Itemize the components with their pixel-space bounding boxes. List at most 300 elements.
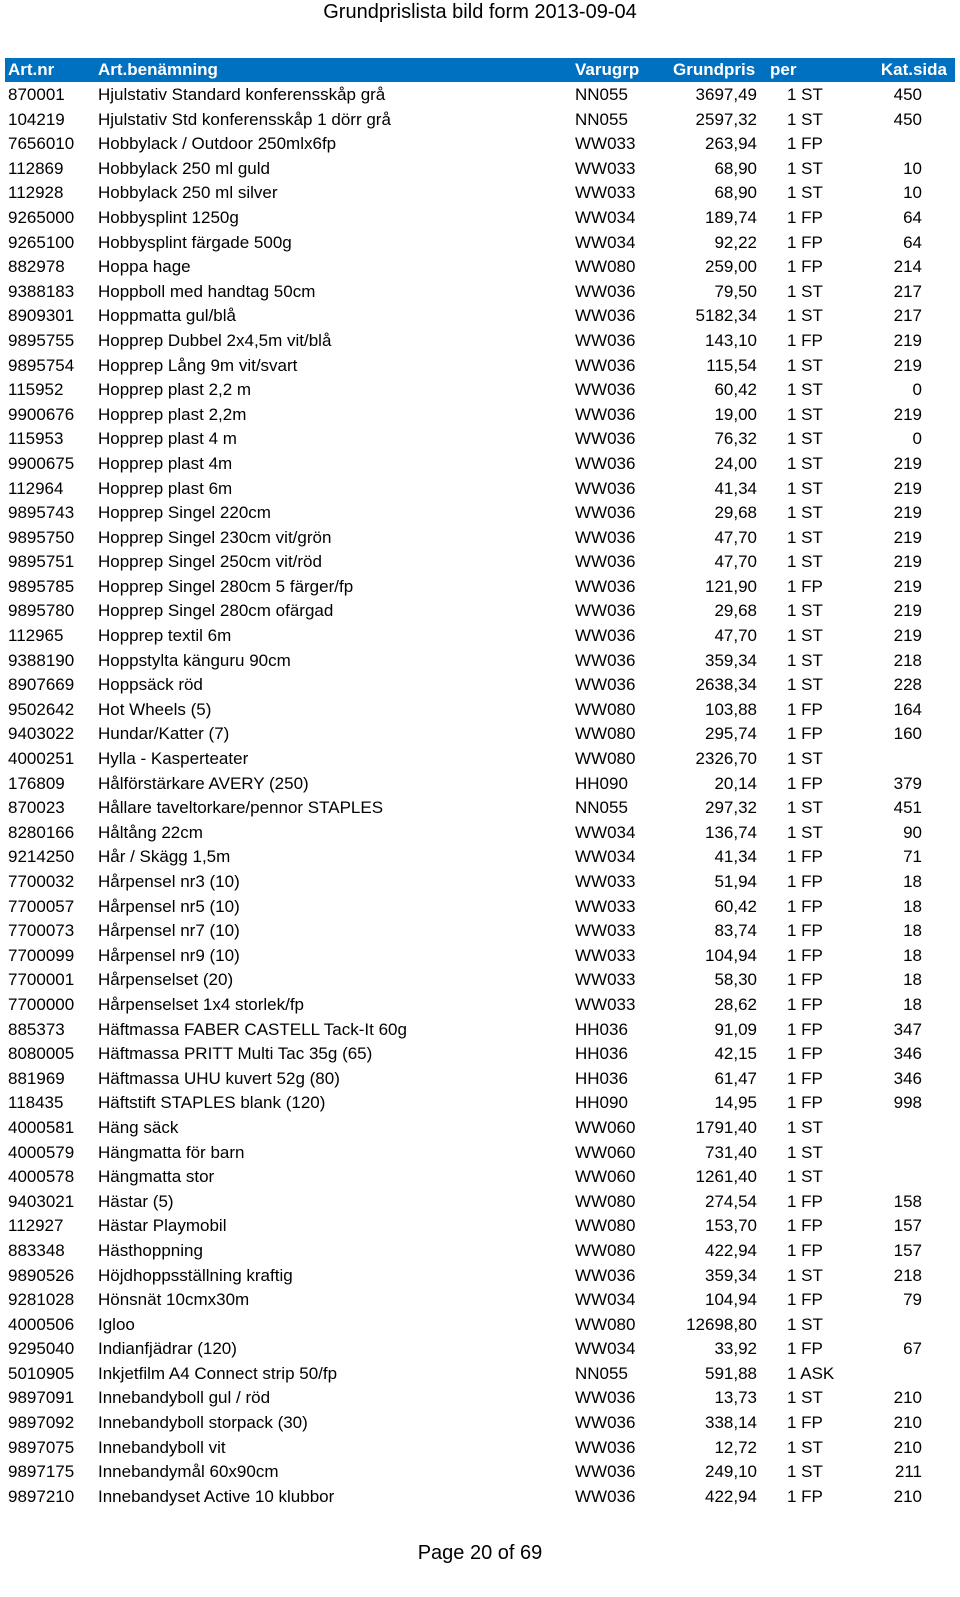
table-row [5,1042,955,1067]
cell-varugrp: WW036 [575,626,636,646]
cell-per: 1 FP [787,1413,823,1433]
cell-per: 1 FP [787,1044,823,1064]
price-table [5,83,955,1509]
cell-varugrp: WW080 [575,257,636,277]
cell-grundpris: 259,00 [705,257,757,277]
cell-grundpris: 5182,34 [695,306,757,326]
cell-grundpris: 263,94 [705,134,757,154]
cell-per: 1 ST [787,1117,823,1137]
cell-per: 1 FP [787,576,823,596]
cell-kat-sida: 157 [893,1216,922,1236]
cell-benamning: Hästar (5) [98,1191,174,1211]
cell-kat-sida: 214 [893,257,922,277]
page-footer: Page 20 of 69 [417,1542,543,1564]
cell-varugrp: NN055 [575,109,628,129]
table-row [5,870,955,895]
cell-per: 1 FP [787,1019,823,1039]
cell-grundpris: 249,10 [705,1462,757,1482]
table-row [5,673,955,698]
table-row [5,722,955,747]
cell-kat-sida: 18 [903,872,922,891]
table-row [5,1239,955,1264]
cell-benamning: Hobbysplint färgade 500g [98,232,292,252]
cell-grundpris: 92,22 [714,232,757,252]
cell-art-nr: 7700073 [8,921,75,941]
table-row [5,599,955,624]
cell-art-nr: 8280166 [8,822,75,842]
cell-art-nr: 115953 [8,429,64,449]
cell-per: 1 ASK [787,1363,835,1383]
cell-per: 1 ST [787,675,823,695]
cell-benamning: Hönsnät 10cmx30m [98,1290,250,1310]
cell-art-nr: 7700057 [8,896,75,916]
cell-art-nr: 9897075 [8,1437,75,1457]
cell-varugrp: WW036 [575,527,636,547]
cell-art-nr: 7700032 [8,872,75,891]
cell-varugrp: WW036 [575,675,636,695]
cell-benamning: Hopprep Singel 250cm vit/röd [98,552,322,572]
cell-grundpris: 42,15 [714,1044,757,1064]
cell-varugrp: WW036 [575,1437,636,1457]
cell-per: 1 ST [787,552,823,572]
table-row [5,772,955,797]
cell-grundpris: 189,74 [705,207,757,227]
cell-varugrp: WW036 [575,330,636,350]
cell-varugrp: WW033 [575,183,636,203]
cell-benamning: Hängmatta för barn [98,1142,245,1162]
cell-grundpris: 68,90 [714,183,757,203]
table-row [5,1362,955,1387]
cell-benamning: Innebandyset Active 10 klubbor [98,1486,335,1506]
cell-varugrp: WW036 [575,650,636,670]
cell-grundpris: 29,68 [714,503,757,523]
cell-per: 1 FP [787,1290,823,1310]
cell-grundpris: 76,32 [714,429,757,449]
cell-grundpris: 136,74 [705,822,757,842]
cell-per: 1 ST [787,183,823,203]
cell-kat-sida: 219 [893,404,922,424]
cell-art-nr: 9897091 [8,1388,75,1408]
cell-kat-sida: 71 [903,847,922,867]
cell-grundpris: 13,73 [714,1388,757,1408]
cell-kat-sida: 219 [893,503,922,523]
cell-kat-sida: 10 [903,158,922,178]
table-row [5,329,955,354]
cell-art-nr: 4000506 [8,1314,75,1334]
cell-grundpris: 60,42 [714,896,757,916]
cell-benamning: Hopprep plast 2,2 m [98,380,252,400]
cell-art-nr: 7656010 [8,134,75,154]
cell-varugrp: WW033 [575,921,636,941]
table-row [5,1165,955,1190]
cell-per: 1 FP [787,847,823,867]
cell-per: 1 FP [787,257,823,277]
cell-kat-sida: 217 [893,281,922,301]
cell-per: 1 ST [787,527,823,547]
cell-art-nr: 5010905 [8,1363,75,1383]
cell-grundpris: 60,42 [714,380,757,400]
cell-grundpris: 115,54 [706,355,757,375]
cell-benamning: Hållare taveltorkare/pennor STAPLES [98,798,384,818]
cell-varugrp: WW033 [575,134,636,154]
cell-art-nr: 9890526 [8,1265,75,1285]
cell-art-nr: 9895780 [8,601,75,621]
cell-benamning: Häftmassa UHU kuvert 52g (80) [98,1068,340,1088]
cell-kat-sida: 164 [893,699,922,719]
cell-benamning: Häftstift STAPLES blank (120) [98,1093,326,1113]
cell-art-nr: 4000578 [8,1167,75,1187]
table-row [5,1313,955,1338]
cell-kat-sida: 67 [903,1339,922,1359]
cell-kat-sida: 218 [893,650,922,670]
cell-art-nr: 7700001 [8,970,75,990]
cell-kat-sida: 157 [893,1240,922,1260]
cell-varugrp: WW080 [575,699,636,719]
cell-per: 1 FP [787,970,823,990]
cell-per: 1 FP [787,1339,823,1359]
cell-kat-sida: 219 [893,576,922,596]
header-kat-sida: Kat.sida [880,60,947,79]
cell-varugrp: WW036 [575,503,636,523]
table-row [5,698,955,723]
cell-art-nr: 9295040 [8,1339,75,1359]
table-row [5,624,955,649]
cell-kat-sida: 346 [893,1068,922,1088]
cell-grundpris: 2597,32 [695,109,757,129]
cell-benamning: Hästar Playmobil [98,1216,227,1236]
cell-kat-sida: 210 [893,1486,922,1506]
table-row [5,1386,955,1411]
cell-art-nr: 9895755 [8,330,75,350]
cell-benamning: Hobbysplint 1250g [98,207,239,227]
table-row [5,403,955,428]
cell-benamning: Hårpensel nr5 (10) [98,896,240,916]
cell-per: 1 FP [787,921,823,941]
cell-art-nr: 9897175 [8,1462,75,1482]
cell-benamning: Innebandyboll storpack (30) [98,1413,308,1433]
cell-benamning: Hoppstylta känguru 90cm [98,650,291,670]
cell-benamning: Hobbylack 250 ml guld [98,158,270,178]
cell-art-nr: 4000581 [8,1117,75,1137]
cell-benamning: Innebandymål 60x90cm [98,1462,279,1482]
cell-per: 1 ST [787,380,823,400]
cell-art-nr: 4000251 [8,749,75,769]
cell-benamning: Hoppa hage [98,257,191,277]
cell-grundpris: 422,94 [705,1486,757,1506]
cell-grundpris: 33,92 [714,1339,757,1359]
cell-grundpris: 591,88 [705,1363,757,1383]
cell-kat-sida: 64 [903,232,922,252]
cell-kat-sida: 451 [893,798,922,818]
table-row [5,1460,955,1485]
cell-grundpris: 1791,40 [695,1117,757,1137]
cell-grundpris: 297,32 [705,798,757,818]
cell-grundpris: 58,30 [714,970,757,990]
cell-per: 1 ST [787,1167,823,1187]
table-row [5,944,955,969]
cell-kat-sida: 219 [893,330,922,350]
cell-art-nr: 881969 [8,1068,65,1088]
cell-grundpris: 1261,40 [695,1167,757,1187]
cell-per: 1 ST [787,478,823,498]
table-row [5,1264,955,1289]
cell-kat-sida: 18 [903,970,922,990]
cell-per: 1 ST [787,429,823,449]
cell-kat-sida: 64 [903,207,922,227]
cell-grundpris: 41,34 [714,847,757,867]
table-row [5,1141,955,1166]
cell-per: 1 FP [787,872,823,891]
cell-per: 1 FP [787,945,823,965]
cell-benamning: Hot Wheels (5) [98,699,212,719]
cell-art-nr: 8080005 [8,1044,75,1064]
cell-varugrp: WW060 [575,1167,636,1187]
cell-kat-sida: 218 [893,1265,922,1285]
table-row [5,821,955,846]
table-row [5,993,955,1018]
header-art-nr: Art.nr [8,60,55,79]
cell-kat-sida: 217 [893,306,922,326]
cell-benamning: Häng säck [98,1117,179,1137]
cell-benamning: Hobbylack / Outdoor 250mlx6fp [98,134,337,154]
table-row [5,550,955,575]
cell-art-nr: 9214250 [8,847,75,867]
cell-art-nr: 9403021 [8,1191,75,1211]
cell-per: 1 FP [787,896,823,916]
cell-art-nr: 8907669 [8,675,75,695]
cell-varugrp: WW036 [575,552,636,572]
table-row [5,280,955,305]
cell-per: 1 ST [787,626,823,646]
table-row [5,895,955,920]
cell-per: 1 ST [787,1437,823,1457]
cell-varugrp: WW080 [575,749,636,769]
cell-art-nr: 885373 [8,1019,65,1039]
cell-art-nr: 104219 [8,109,65,129]
cell-grundpris: 121,90 [705,576,757,596]
cell-art-nr: 870001 [8,85,65,104]
cell-benamning: Hylla - Kasperteater [98,749,249,769]
cell-kat-sida: 210 [893,1388,922,1408]
cell-varugrp: WW033 [575,896,636,916]
cell-varugrp: WW080 [575,1314,636,1334]
cell-per: 1 FP [787,1240,823,1260]
cell-art-nr: 9897092 [8,1413,75,1433]
cell-kat-sida: 219 [893,527,922,547]
cell-art-nr: 7700000 [8,994,75,1014]
cell-per: 1 FP [787,1093,823,1113]
cell-grundpris: 68,90 [714,158,757,178]
cell-benamning: Hoppsäck röd [98,675,203,695]
cell-grundpris: 12698,80 [686,1314,757,1334]
cell-grundpris: 47,70 [714,527,757,547]
cell-per: 1 ST [787,158,823,178]
cell-kat-sida: 158 [893,1191,922,1211]
cell-varugrp: WW033 [575,158,636,178]
cell-varugrp: HH036 [575,1019,628,1039]
cell-kat-sida: 219 [893,601,922,621]
cell-benamning: Höjdhoppsställning kraftig [98,1265,293,1285]
cell-kat-sida: 18 [903,994,922,1014]
cell-grundpris: 19,00 [714,404,757,424]
table-row [5,157,955,182]
cell-art-nr: 112964 [8,478,64,498]
cell-varugrp: WW060 [575,1142,636,1162]
cell-kat-sida: 998 [893,1093,922,1113]
cell-varugrp: WW033 [575,970,636,990]
cell-art-nr: 9895750 [8,527,75,547]
cell-kat-sida: 347 [893,1019,922,1039]
cell-art-nr: 176809 [8,773,65,793]
cell-grundpris: 83,74 [714,921,757,941]
cell-benamning: Häftmassa PRITT Multi Tac 35g (65) [98,1044,373,1064]
cell-kat-sida: 211 [894,1462,922,1482]
cell-benamning: Hängmatta stor [98,1167,215,1187]
cell-per: 1 ST [787,822,823,842]
cell-benamning: Hopprep plast 2,2m [98,404,247,424]
cell-benamning: Hopprep textil 6m [98,626,232,646]
cell-benamning: Hopprep Lång 9m vit/svart [98,355,298,375]
cell-per: 1 ST [787,453,823,473]
cell-art-nr: 9895743 [8,503,75,523]
table-row [5,206,955,231]
header-varugrp: Varugrp [575,60,640,79]
cell-benamning: Inkjetfilm A4 Connect strip 50/fp [98,1363,338,1383]
cell-per: 1 ST [787,1462,823,1482]
cell-benamning: Hårpenselset 1x4 storlek/fp [98,994,304,1014]
cell-kat-sida: 219 [893,626,922,646]
cell-kat-sida: 346 [893,1044,922,1064]
header-grundpris: Grundpris [673,60,756,79]
table-row [5,1091,955,1116]
cell-varugrp: WW034 [575,847,636,867]
cell-per: 1 FP [787,1216,823,1236]
cell-grundpris: 143,10 [705,330,757,350]
cell-benamning: Igloo [98,1314,135,1334]
page-title: Grundprislista bild form 2013-09-04 [323,1,637,23]
table-row [5,526,955,551]
cell-benamning: Hundar/Katter (7) [98,724,230,744]
cell-benamning: Hopprep Singel 280cm ofärgad [98,601,334,621]
cell-kat-sida: 450 [893,109,922,129]
cell-grundpris: 3697,49 [695,85,757,104]
cell-per: 1 FP [787,232,823,252]
cell-per: 1 FP [787,1191,823,1211]
cell-per: 1 FP [787,994,823,1014]
cell-art-nr: 870023 [8,798,65,818]
cell-kat-sida: 0 [912,380,922,400]
cell-per: 1 ST [787,1265,823,1285]
cell-grundpris: 274,54 [705,1191,757,1211]
cell-kat-sida: 90 [903,822,922,842]
cell-benamning: Hålförstärkare AVERY (250) [98,773,309,793]
cell-varugrp: HH036 [575,1068,628,1088]
cell-grundpris: 61,47 [714,1068,757,1088]
cell-grundpris: 12,72 [714,1437,757,1457]
cell-grundpris: 104,94 [705,945,757,965]
cell-per: 1 ST [787,1142,823,1162]
cell-grundpris: 24,00 [714,453,757,473]
cell-benamning: Häftmassa FABER CASTELL Tack-It 60g [98,1019,407,1039]
cell-kat-sida: 160 [893,724,922,744]
cell-kat-sida: 219 [893,453,922,473]
table-row [5,919,955,944]
cell-art-nr: 9403022 [8,724,75,744]
cell-grundpris: 47,70 [714,552,757,572]
cell-art-nr: 9897210 [8,1486,75,1506]
cell-art-nr: 4000579 [8,1142,75,1162]
cell-art-nr: 112869 [8,158,64,178]
cell-varugrp: WW060 [575,1117,636,1137]
cell-varugrp: WW036 [575,429,636,449]
cell-benamning: Hjulstativ Standard konferensskåp grå [98,85,386,104]
cell-art-nr: 9895751 [8,552,75,572]
cell-varugrp: WW080 [575,1240,636,1260]
cell-art-nr: 9900676 [8,404,75,424]
cell-varugrp: WW034 [575,232,636,252]
cell-varugrp: WW036 [575,601,636,621]
table-row [5,108,955,133]
cell-grundpris: 28,62 [714,994,757,1014]
cell-varugrp: NN055 [575,798,628,818]
table-row [5,132,955,157]
cell-benamning: Hoppmatta gul/blå [98,306,236,326]
cell-varugrp: WW036 [575,1462,636,1482]
cell-art-nr: 115952 [8,380,64,400]
table-row [5,1116,955,1141]
cell-art-nr: 9895754 [8,355,75,375]
cell-benamning: Hårpensel nr9 (10) [98,945,240,965]
cell-grundpris: 20,14 [714,773,757,793]
table-row [5,1018,955,1043]
header-benamning: Art.benämning [98,60,218,79]
cell-varugrp: WW080 [575,1216,636,1236]
cell-varugrp: WW036 [575,576,636,596]
cell-benamning: Hopprep Singel 220cm [98,503,271,523]
cell-benamning: Hoppboll med handtag 50cm [98,281,316,301]
cell-grundpris: 14,95 [714,1093,757,1113]
cell-art-nr: 9502642 [8,699,75,719]
cell-benamning: Hårpensel nr3 (10) [98,872,240,891]
cell-art-nr: 9388190 [8,650,75,670]
cell-per: 1 FP [787,1486,823,1506]
cell-kat-sida: 379 [893,773,922,793]
cell-varugrp: WW036 [575,1413,636,1433]
cell-varugrp: NN055 [575,85,628,104]
table-row [5,427,955,452]
cell-art-nr: 112928 [8,183,64,203]
cell-kat-sida: 219 [893,478,922,498]
cell-varugrp: WW034 [575,1339,636,1359]
cell-varugrp: WW034 [575,207,636,227]
table-header [5,58,955,82]
cell-varugrp: WW036 [575,281,636,301]
table-row [5,845,955,870]
cell-kat-sida: 10 [903,183,922,203]
cell-benamning: Hopprep plast 4m [98,453,233,473]
table-row [5,1067,955,1092]
cell-per: 1 ST [787,601,823,621]
table-row [5,378,955,403]
cell-per: 1 ST [787,749,823,769]
cell-per: 1 ST [787,798,823,818]
cell-grundpris: 153,70 [705,1216,757,1236]
cell-grundpris: 41,34 [714,478,757,498]
table-row [5,1190,955,1215]
cell-per: 1 FP [787,1068,823,1088]
cell-grundpris: 47,70 [714,626,757,646]
cell-benamning: Håltång 22cm [98,822,203,842]
